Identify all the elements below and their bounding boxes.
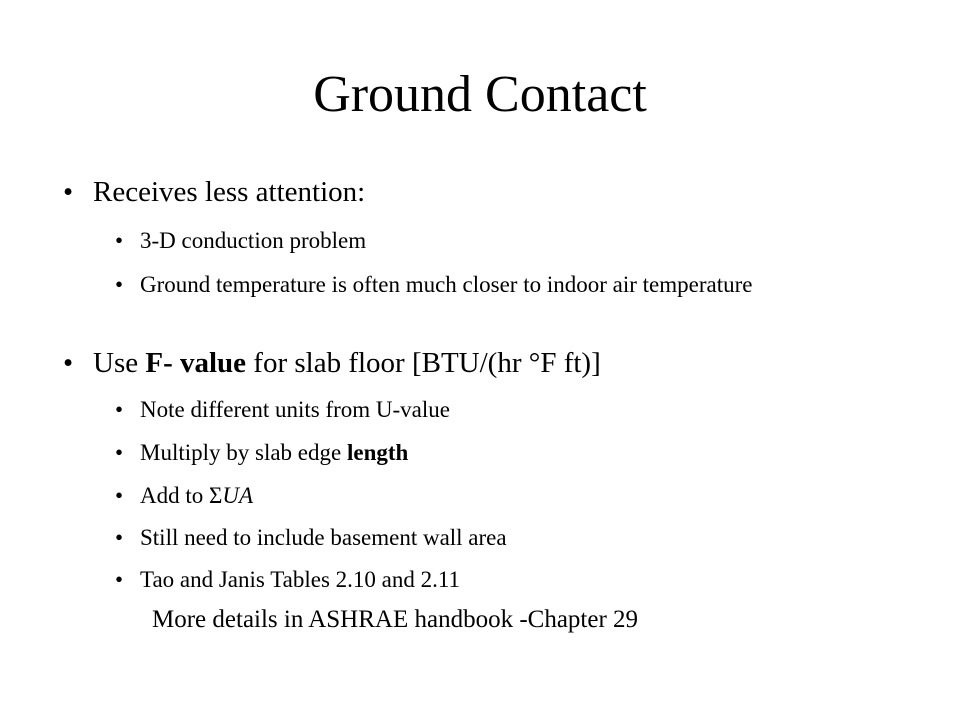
sub-bullet-text-before: Multiply by slab edge	[140, 440, 347, 465]
bullet-text-after: for slab floor [BTU/(hr °F ft)]	[246, 347, 601, 379]
sub-bullet-ground-temperature	[115, 270, 840, 300]
sub-bullet-dot: •	[115, 397, 124, 422]
bullet-dot: •	[63, 176, 74, 208]
sub-bullet-tao-janis	[115, 565, 840, 595]
sub-bullet-text-italic: UA	[222, 483, 254, 508]
bullet-receives-less-attention	[63, 174, 366, 210]
bullet-use-f-value	[63, 345, 601, 381]
slide-title: Ground Contact	[313, 66, 647, 123]
sub-bullet-dot: •	[115, 272, 124, 297]
bullet-text-before: Use	[93, 347, 146, 379]
sub-bullet-text: Note different units from U-value	[140, 397, 450, 422]
sub-bullet-basement-wall	[115, 523, 840, 553]
sub-bullet-text: Tao and Janis Tables 2.10 and 2.11	[140, 567, 461, 592]
sub-bullet-dot: •	[115, 567, 124, 592]
ashrae-note: More details in ASHRAE handbook -Chapter 29	[152, 606, 639, 633]
bullet-text-bold: F- value	[145, 347, 247, 379]
sub-bullet-text: Ground temperature is often much closer to indoor air temperature	[140, 272, 753, 297]
sub-bullet-text: Still need to include basement wall area	[140, 525, 507, 550]
sub-bullet-text-before: Add to Σ	[140, 483, 223, 508]
bullet-dot: •	[63, 347, 74, 379]
sub-bullet-dot: •	[115, 228, 124, 253]
sub-bullet-add-to-ua	[115, 481, 840, 511]
sub-bullet-multiply-length	[115, 438, 840, 468]
sub-bullet-dot: •	[115, 440, 124, 465]
sub-bullet-text-bold: length	[346, 440, 409, 465]
sub-bullet-3d-conduction	[115, 226, 840, 256]
sub-bullet-note-units	[115, 395, 840, 425]
bullet-text: Receives less attention:	[93, 176, 366, 208]
sub-bullet-dot: •	[115, 483, 124, 508]
sub-bullet-text: 3-D conduction problem	[140, 228, 367, 253]
sub-bullet-dot: •	[115, 525, 124, 550]
